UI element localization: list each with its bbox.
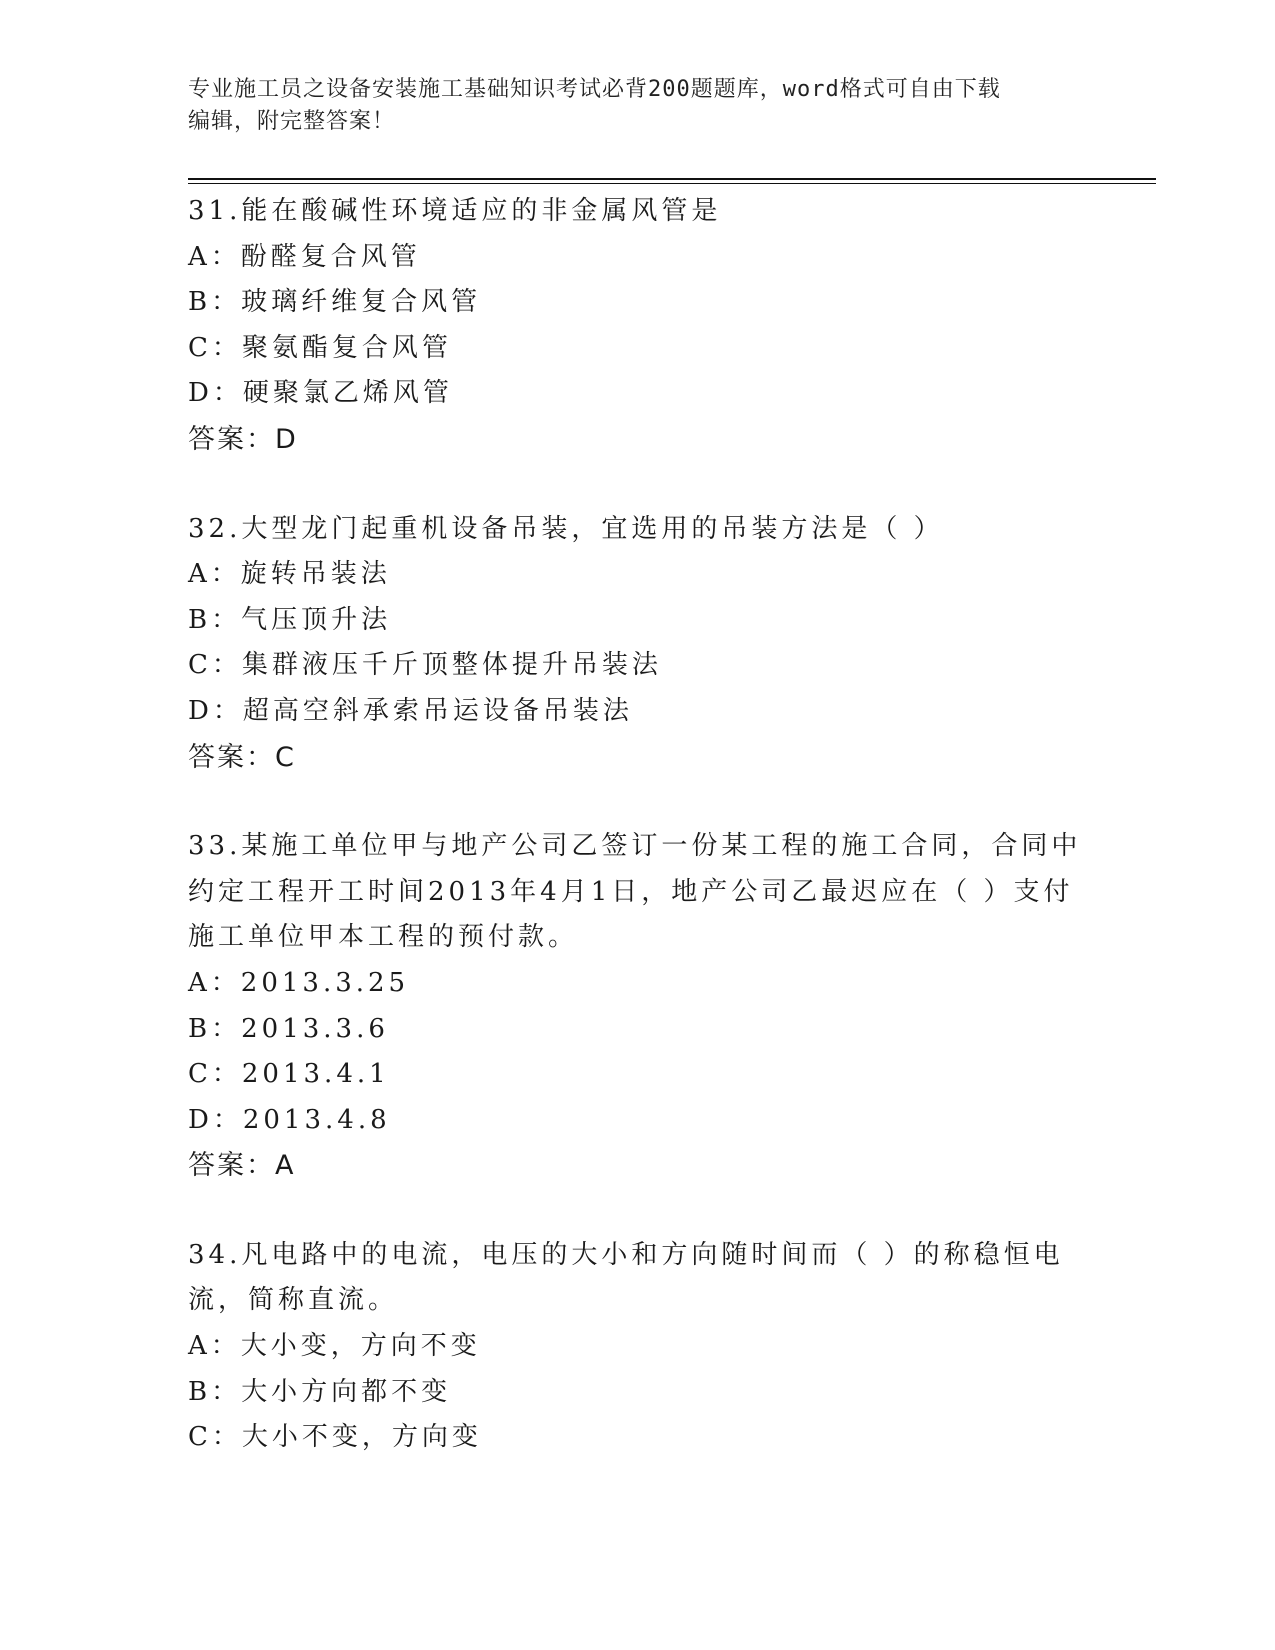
question-32: [188, 507, 1088, 781]
option-b: B：气压顶升法: [188, 604, 392, 635]
option-b: B：大小方向都不变: [188, 1376, 452, 1407]
answer-label: 答案：A: [188, 1150, 296, 1182]
option-c: C：大小不变，方向变: [188, 1422, 482, 1453]
option-a: A：旋转吊装法: [188, 559, 391, 590]
header-line-1: 专业施工员之设备安装施工基础知识考试必背200题题库，word格式可自由下载: [188, 77, 1001, 102]
document-header: [188, 74, 1088, 138]
option-c: C：集群液压千斤顶整体提升吊装法: [188, 650, 662, 681]
question-list: [188, 189, 1088, 1505]
question-31: [188, 189, 1088, 463]
option-c: C：2013.4.1: [188, 1059, 390, 1090]
answer-label: 答案：C: [188, 741, 296, 773]
option-c: C：聚氨酯复合风管: [188, 332, 452, 363]
header-divider-thick: [188, 178, 1156, 180]
option-a: A：酚醛复合风管: [188, 241, 421, 272]
option-a: A：大小变，方向不变: [188, 1331, 481, 1362]
question-stem: 34.凡电路中的电流，电压的大小和方向随时间而（ ）的称稳恒电流，简称直流。: [188, 1239, 1064, 1316]
question-stem: 31.能在酸碱性环境适应的非金属风管是: [188, 196, 722, 226]
header-divider-thin: [188, 183, 1156, 184]
option-d: D：硬聚氯乙烯风管: [188, 378, 453, 409]
question-33: [188, 824, 1088, 1189]
answer-label: 答案：D: [188, 423, 298, 455]
question-stem: 32.大型龙门起重机设备吊装，宜选用的吊装方法是（ ）: [188, 513, 944, 544]
option-d: D：超高空斜承索吊运设备吊装法: [188, 695, 633, 726]
question-stem: 33.某施工单位甲与地产公司乙签订一份某工程的施工合同，合同中约定工程开工时间2013年4月1日，地产公司乙最迟应在（ ）支付施工单位甲本工程的预付款。: [188, 831, 1082, 953]
option-b: B：玻璃纤维复合风管: [188, 287, 482, 318]
option-a: A：2013.3.25: [188, 967, 410, 998]
question-34: [188, 1233, 1088, 1461]
header-line-2: 编辑，附完整答案！: [188, 109, 396, 134]
option-b: B：2013.3.6: [188, 1013, 389, 1044]
option-d: D：2013.4.8: [188, 1104, 391, 1135]
